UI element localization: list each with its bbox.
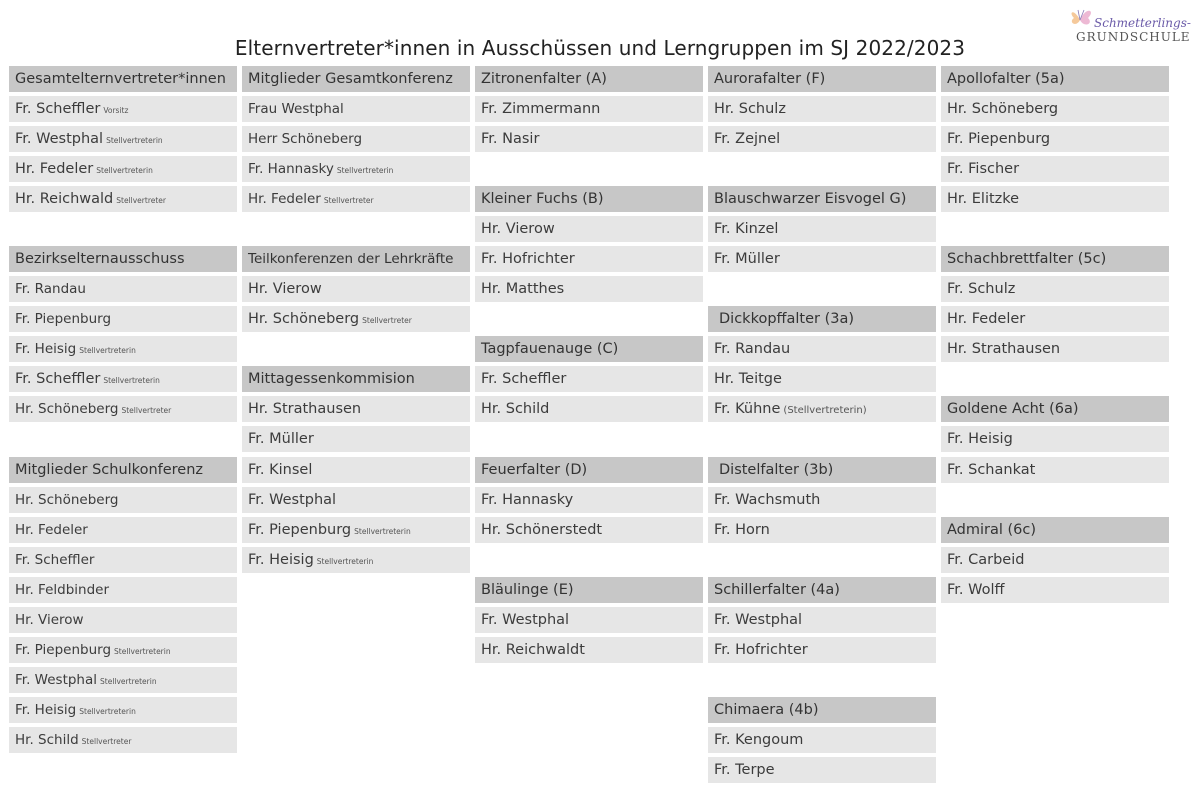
group-header: Bezirkselternausschuss	[9, 246, 237, 272]
member-row: Hr. Schönerstedt	[475, 517, 703, 543]
member-row: Fr. Westphal	[475, 607, 703, 633]
member-row: Hr. Fedeler	[941, 306, 1169, 332]
member-note: Stellvertreterin	[79, 346, 136, 355]
member-row: Fr. Wolff	[941, 577, 1169, 603]
member-row: Fr. Terpe	[708, 757, 936, 783]
member-row: Fr. Scheffler Stellvertreterin	[9, 366, 237, 392]
member-note: (Stellvertreterin)	[783, 405, 867, 416]
member-row: Fr. Zejnel	[708, 126, 936, 152]
member-row: Fr. Randau	[708, 336, 936, 362]
group-header: Feuerfalter (D)	[475, 457, 703, 483]
member-note: Stellvertreter	[81, 737, 132, 746]
logo-line-1: Schmetterlings-	[1094, 16, 1191, 30]
member-note: Stellvertreterin	[336, 166, 394, 175]
member-row: Fr. Hofrichter	[475, 246, 703, 272]
member-row: Fr. Zimmermann	[475, 96, 703, 122]
member-row: Fr. Scheffler Vorsitz	[9, 96, 237, 122]
member-row: Hr. Schild Stellvertreter	[9, 727, 237, 753]
member-row: Fr. Westphal Stellvertreterin	[9, 126, 237, 152]
member-row: Fr. Heisig Stellvertreterin	[242, 547, 470, 573]
member-row: Fr. Carbeid	[941, 547, 1169, 573]
member-row: Fr. Kengoum	[708, 727, 936, 753]
member-row: Fr. Müller	[242, 426, 470, 452]
member-row: Hr. Schöneberg Stellvertreter	[9, 396, 237, 422]
member-row: Fr. Piepenburg Stellvertreterin	[242, 517, 470, 543]
group-header: Schillerfalter (4a)	[708, 577, 936, 603]
member-note: Stellvertreterin	[354, 527, 411, 536]
member-row: Fr. Heisig	[941, 426, 1169, 452]
member-row: Hr. Schild	[475, 396, 703, 422]
member-row: Fr. Hofrichter	[708, 637, 936, 663]
member-row: Fr. Wachsmuth	[708, 487, 936, 513]
member-note: Stellvertreterin	[100, 677, 157, 686]
member-row: Fr. Schulz	[941, 276, 1169, 302]
member-row: Fr. Fischer	[941, 156, 1169, 182]
group-header: Zitronenfalter (A)	[475, 66, 703, 92]
group-header: Mittagessenkommision	[242, 366, 470, 392]
member-row: Hr. Strathausen	[941, 336, 1169, 362]
member-row: Hr. Vierow	[475, 216, 703, 242]
group-header: Mitglieder Schulkonferenz	[9, 457, 237, 483]
member-row: Fr. Kühne (Stellvertreterin)	[708, 396, 936, 422]
group-header: Tagpfauenauge (C)	[475, 336, 703, 362]
member-row: Hr. Vierow	[242, 276, 470, 302]
group-header: Gesamtelternvertreter*innen	[9, 66, 237, 92]
member-row: Hr. Schulz	[708, 96, 936, 122]
member-row: Herr Schöneberg	[242, 126, 470, 152]
member-row: Hr. Elitzke	[941, 186, 1169, 212]
member-row: Fr. Piepenburg	[941, 126, 1169, 152]
member-note: Stellvertreterin	[96, 166, 153, 175]
group-header: Chimaera (4b)	[708, 697, 936, 723]
member-row: Fr. Kinsel	[242, 457, 470, 483]
member-row: Hr. Fedeler Stellvertreter	[242, 186, 470, 212]
member-row: Fr. Müller	[708, 246, 936, 272]
member-row: Fr. Hannasky	[475, 487, 703, 513]
logo-line-2: GRUNDSCHULE	[1076, 30, 1191, 44]
member-row: Hr. Fedeler Stellvertreterin	[9, 156, 237, 182]
member-row: Fr. Westphal	[708, 607, 936, 633]
member-row: Fr. Randau	[9, 276, 237, 302]
member-note: Stellvertreter	[116, 196, 166, 205]
group-header: Bläulinge (E)	[475, 577, 703, 603]
member-note: Stellvertreterin	[103, 376, 160, 385]
member-row: Fr. Scheffler	[9, 547, 237, 573]
member-row: Hr. Schöneberg Stellvertreter	[242, 306, 470, 332]
member-note: Stellvertreterin	[316, 557, 374, 566]
member-row: Hr. Matthes	[475, 276, 703, 302]
member-note: Stellvertreter	[362, 316, 412, 325]
member-row: Fr. Heisig Stellvertreterin	[9, 697, 237, 723]
group-header: Goldene Acht (6a)	[941, 396, 1169, 422]
group-header: Kleiner Fuchs (B)	[475, 186, 703, 212]
group-header: Blauschwarzer Eisvogel G)	[708, 186, 936, 212]
group-header: Schachbrettfalter (5c)	[941, 246, 1169, 272]
member-row: Fr. Westphal Stellvertreterin	[9, 667, 237, 693]
member-row: Fr. Nasir	[475, 126, 703, 152]
member-note: Stellvertreter	[121, 406, 172, 415]
member-row: Fr. Scheffler	[475, 366, 703, 392]
member-row: Hr. Reichwaldt	[475, 637, 703, 663]
member-row: Fr. Piepenburg Stellvertreterin	[9, 637, 237, 663]
member-note: Vorsitz	[103, 106, 129, 115]
member-row: Hr. Fedeler	[9, 517, 237, 543]
member-row: Fr. Heisig Stellvertreterin	[9, 336, 237, 362]
member-row: Hr. Teitge	[708, 366, 936, 392]
member-row: Hr. Strathausen	[242, 396, 470, 422]
member-row: Fr. Piepenburg	[9, 306, 237, 332]
school-logo	[1066, 2, 1196, 48]
member-note: Stellvertreterin	[79, 707, 136, 716]
member-note: Stellvertreterin	[106, 136, 163, 145]
member-note: Stellvertreter	[323, 196, 374, 205]
group-header: Apollofalter (5a)	[941, 66, 1169, 92]
member-row: Fr. Kinzel	[708, 216, 936, 242]
member-note: Stellvertreterin	[114, 647, 171, 656]
member-row: Fr. Hannasky Stellvertreterin	[242, 156, 470, 182]
member-row: Hr. Schöneberg	[941, 96, 1169, 122]
member-row: Fr. Horn	[708, 517, 936, 543]
member-row: Hr. Schöneberg	[9, 487, 237, 513]
group-header: Mitglieder Gesamtkonferenz	[242, 66, 470, 92]
member-row: Hr. Reichwald Stellvertreter	[9, 186, 237, 212]
group-header: Distelfalter (3b)	[708, 457, 936, 483]
member-row: Hr. Vierow	[9, 607, 237, 633]
group-header: Admiral (6c)	[941, 517, 1169, 543]
group-header: Aurorafalter (F)	[708, 66, 936, 92]
page-title: Elternvertreter*innen in Ausschüssen und Lerngruppen im SJ 2022/2023	[234, 36, 966, 60]
member-row: Frau Westphal	[242, 96, 470, 122]
member-row: Hr. Feldbinder	[9, 577, 237, 603]
member-row: Fr. Westphal	[242, 487, 470, 513]
member-row: Fr. Schankat	[941, 457, 1169, 483]
group-header: Dickkopffalter (3a)	[708, 306, 936, 332]
group-header: Teilkonferenzen der Lehrkräfte	[242, 246, 470, 272]
